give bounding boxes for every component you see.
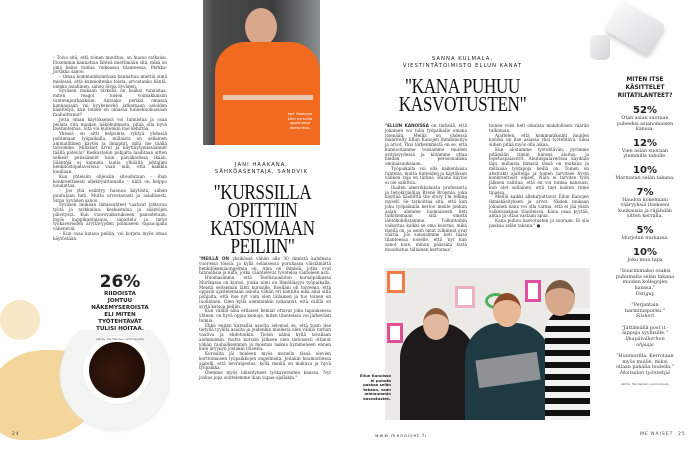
sidebar-title: MITEN ITSE KÄSITTELET RIITATILANTEET? bbox=[617, 77, 673, 99]
headline-jani: "KURSSILLA OPITTIIN KATSOMAAN PEILIIN" bbox=[210, 180, 315, 258]
stat-value: 12% bbox=[633, 137, 657, 149]
paragraph: Kun aloitamme työtehtävän, pyrimme pitämään tiimin kanssa aloitus- ja lopetuspalaverit. Aloituspalaverissa käydään läpi, millaisia ihmisiä tässä on mukana ja millaisia työtapoja heillä on. Toinen on abstrakti ajattelija ja toinen tarvitsee hyvin konkreettiset ohjeet. Näin ei tarvitse työn jälkeen valittaa, että en voi toimia kanssasi, kun olet sellainen, että tuet kaiken viime tipassa. bbox=[489, 146, 589, 195]
person-center-head bbox=[493, 293, 521, 327]
left-column-text bbox=[53, 56, 167, 241]
stat-value: 52% bbox=[633, 105, 657, 116]
frame bbox=[387, 271, 405, 293]
sidebar-source: Lähde: Me Naisten verkkokysely bbox=[620, 381, 670, 386]
stat-line: JOHTUU bbox=[107, 298, 133, 304]
byline-role: SÄHKÖASENTAJA, SANDVIK bbox=[214, 169, 309, 175]
byline-sanna bbox=[380, 56, 545, 70]
head bbox=[245, 8, 277, 46]
ellun-kanat-photo bbox=[385, 268, 590, 420]
quote-author: Moitsalan työntekijä bbox=[620, 371, 670, 377]
byline-role: VIESTINTÄTOIMISTO ELLUN KANAT bbox=[402, 63, 523, 69]
plastic-cup-image bbox=[590, 0, 696, 75]
stat-value: 10% bbox=[633, 246, 657, 258]
stat-source: Lähde: Me Naisten verkkokysely bbox=[95, 337, 145, 341]
quote-text: "Perjantain harmituspurku." bbox=[625, 303, 665, 314]
paragraph: Ihailen amerikkalaista professoria ja tietokirjailijaa Brené Brownia, joka käyttää käsitettä the story I'm telling myself. Se tarkoittaa sitä, että kun joku työpaikalla kertoo meille jonkun asian, alamme luonnaisesti heti tulkitsemaan sitä omista lähtökohdistamme. Tulkintoihin vaikuttaa kaikki se oma kuorma, mikä itsellä on, ja usein omat tulkinnat ovat vääriä. Jos sanoisimme heti tässä tilanteessa toiselle, että 'nyt kun sanot noin, minun päässäni tästä muodostuu tällainen kertomus', bbox=[385, 184, 467, 252]
stat-26-percent bbox=[80, 273, 160, 341]
survey-stat bbox=[600, 138, 690, 160]
jani-photo bbox=[203, 0, 320, 145]
paragraph: Syväsen mukaan tärkeää on lisäksi tunnistaa, miten reagoi toisen voimakkaisiin tunteenpurkauksiin. Antaako periksi omassa kannassaan vai kyykenevkö jatkamaan asioiden käsittelyä, kun toinen on omassa tunnekuohussaan raahoittunut? bbox=[53, 88, 167, 117]
lead-word: "ELLUN KANOISSA bbox=[385, 123, 429, 128]
paragraph: – Jos yhä esiintyy huonoa käytöstä, siihen puututaan heti. Mutta arvostavasti ja asiallisesti, Sirpa Syvänen sanoo. bbox=[53, 188, 167, 203]
quote-author: Siiskeri bbox=[635, 314, 655, 320]
headline-sanna: "KANA PUHUU KASVOTUSTEN" bbox=[398, 74, 527, 116]
paragraph bbox=[199, 257, 331, 276]
paragraph: Olemme myös liikentyneet työkavereiden kanssa. Nyt joskus jopa soittelemme ihan vapaa-ajallakin." bbox=[199, 370, 331, 380]
stat-text: Joku muu tapa bbox=[627, 257, 663, 263]
paragraph: – Omaa kommunikointiaan kannattaa miettiä siinä mielessä, että kunnioitenko toista, arvostanko häntä, olenko asiallinen, sanoo Sirpa Syvänen. bbox=[53, 74, 167, 89]
survey-quote bbox=[600, 354, 690, 376]
person-right bbox=[545, 308, 590, 420]
stat-text: Vien asian suoraan ylemmille taholle. bbox=[621, 148, 669, 160]
survey-quote bbox=[600, 269, 690, 297]
page-number-left: 24 bbox=[12, 432, 20, 437]
paragraph-text: yksikössä vähän alle 30 ihmistä kahdessa vuorossa töissä, ja kyllä sellaisessa porukassa väistämättä henkilökemiaongelmia on. Aina on ihmisiä, jotka ovat tunnollisia ja niitä, jotka vääntelevät työnteloa vänteleen asti. bbox=[199, 256, 331, 276]
quote-text: "Huumorilla. Kerrotaan myös muille, miksi ollaan pahalla tuulella." bbox=[616, 354, 674, 371]
survey-quote bbox=[600, 303, 690, 320]
survey-stat bbox=[600, 165, 690, 182]
survey-sidebar bbox=[600, 76, 690, 386]
cup-2 bbox=[590, 35, 610, 60]
frame bbox=[525, 280, 541, 302]
coffee-cup-image bbox=[0, 330, 170, 450]
stat-line: NÄKEMYSEROISTA bbox=[91, 305, 149, 311]
stat-value: 26% bbox=[99, 272, 141, 292]
sanna-body-col1 bbox=[385, 124, 467, 252]
person-left-head bbox=[423, 308, 449, 340]
paragraph: Kurssilta jäi mieleen myös monella tässä olevien korttomaisen työpaikkojen ongelmista. Joitakin huumorilessa ajatelli, että hevranjestus, kyllä meillä on mukava ja hyvä työpaikka. bbox=[199, 351, 331, 371]
stat-line: TULISI HOITAA. bbox=[96, 326, 144, 332]
cup-1 bbox=[605, 0, 666, 55]
paragraph: Jotta oman käytöksensä voi tunnistaa ja osaa peilata sitä muiden näkökulmasta, pitää olla hyvä itsetuntemus. Sitä voi kuitenkin itse kehittää. bbox=[53, 116, 167, 132]
survey-stat bbox=[600, 225, 690, 242]
stat-text: Otan asian suoraan puheeksi asianomaisen kanssa. bbox=[616, 116, 674, 133]
stat-line: RIIDOISTA bbox=[104, 291, 136, 297]
paragraph: Syväsen mukaan ihmissuhteet vaativat jatkuvaa työtä ja tarkkailua, keskustelua ja sääntöjen päivitystä. Kun vuorovaikutukseen panostetaan, myös kuppikuntaisuus, sapattelu ja tarve työkavereiden äryttävyyden poimiseen vapaa-ajalla vähenevät. bbox=[53, 202, 167, 231]
coffee bbox=[89, 342, 145, 398]
page-number-right: 25 bbox=[678, 432, 686, 437]
stat-text: Haudon kokemiani vääryyksiä itsekseni kuukausia ja räjähdän sitten kerralla. bbox=[618, 197, 672, 220]
stat-text: Murjotan nurkassa. bbox=[621, 235, 669, 241]
person-right-head bbox=[545, 280, 575, 316]
stat-text: Marmatan selän takana. bbox=[615, 175, 675, 181]
paragraph: Kana puhuu kasvotusten ja suoraan. Ei siis paskaa selän takana." ● bbox=[489, 218, 589, 228]
paragraph: Meillä kaikki allekirjoittavat Ellun Kanojen ihmiskäsityksen ja arvot. Niiden mukaan jokainen kana voi olla varma, että ei jää yksin vaikeissakaan tilanteissa. Kana osaa pyytää, antaa ja ottaa vastaan apua. bbox=[489, 194, 589, 219]
stat-line: TYÖTEHTÄVÄT bbox=[98, 319, 142, 325]
paragraph: Työpaikalla voi olla kaikenlaisia tunteita, mutta tunteiden ja käytöksen välinen raja on tärkeä. Huono käytös ei ole sallittua. bbox=[385, 165, 467, 185]
paragraph: Ajattelen, että kommunikointi muiden kanssa on itse asiassa yksi työtehtävä. Siksi siihen pitää myös olla aikaa. bbox=[489, 132, 589, 147]
frame bbox=[387, 323, 403, 343]
paragraph: toinen voisi heti oikaista mahdollisen väärän tulkinnan. bbox=[489, 123, 589, 133]
coffee-splash-top bbox=[0, 300, 40, 340]
stat-value: 7% bbox=[636, 186, 654, 198]
website: www.menaiset.fi bbox=[375, 434, 428, 439]
paragraph: Ehkä eniten kurssilla asioita selvensi se, että tosin itse tietyllä tyylillä asioita ja joidenkin mielestä olen välillä turhan vaativa ja ehdotonkin. Tiesin nämä kyllä tavallaan aiemminkin, mutta kurssin jälkeen olen tietoisesti ottanut vähän rauhallisemmin ja moistan laskea kymmeneen ennen kuin äryynyn jostakin toisesta. bbox=[199, 322, 331, 352]
reflective-stripe bbox=[223, 95, 313, 100]
jani-body bbox=[199, 257, 331, 381]
photo-caption-jani: Jani Haakana kävi kurssilla oppimassa itsetuntoa. bbox=[287, 111, 313, 130]
byline-name: JANI HAAKANA, bbox=[235, 162, 288, 168]
quote-author: Ilkapäiväkerhon ohjaaja bbox=[625, 337, 665, 348]
paragraph: Kun yhteisiin ohjeisiin sitoudutaan – ihan konkreettisesti allekirjoittamalla – niitä on helppo noudattaa. bbox=[53, 173, 167, 189]
paragraph: Huomasimme, että Teollisuusliiton kurssipaikassa Murikassa on kurssi, jonka nimi on Ilmiöläisyys työpaikalla. Meistä seitsemän lähti kurssille. Itselläni oli toiveena, että oppisin ajattelemaan asioita vähän eri kantilta eikä aina siltä pohjalta, että itse nyt vain olen tällainen ja tuo toinen on tuollainen. Olen kyllä aiemminkin hokannut, että välillä on syytä katsoa peiliin. bbox=[199, 275, 331, 309]
quote-text: "Jättämällä post it -lappuja syyllisille." bbox=[621, 325, 669, 337]
stat-line: ELI MITEN bbox=[104, 312, 136, 318]
byline-jani bbox=[203, 162, 320, 176]
lead-word: "MEILLÄ ON bbox=[199, 256, 229, 261]
stat-value: 10% bbox=[633, 164, 657, 176]
paragraph: Yhessä on sitti helpointa ryhtyä yhdessä pohtimaan työpaikalla, millaista on sellainen ammatillinen käytös ja ilmapiiri, mitä me täällä toivomme. Millaiset arvot ja käyttäytymissäännöt täällä pätevät? Keskustelun pohjalta laaditaan sitten selkeät pelisäännöt kuin päiväkodissa ikään. Sääntöjä ei kannata laatia ylhäältä johtajien henkilöstöpalaverissa vaan niin, että kaikkia kuullaan. bbox=[53, 131, 167, 174]
survey-stat bbox=[600, 187, 690, 220]
survey-quote bbox=[600, 326, 690, 348]
paragraph: – Kun osaa katsoa peiliin, voi korjata myös omaa käytöstään. bbox=[53, 230, 167, 241]
sanna-body-col2 bbox=[489, 124, 589, 229]
paragraph: Kun välillä aina erilaiset kemiat ottavat joka tapauksessa yhteen, on hyvä oppia keinoja, miten tilanteissa voi järkevästi toimia. bbox=[199, 308, 331, 323]
frame bbox=[455, 286, 475, 308]
survey-stat bbox=[600, 105, 690, 133]
byline-name: SANNA KULMALA, bbox=[431, 56, 494, 62]
paragraph-text: on tärkeää, että jokainen voi tulla työpaikalle omana itsenään. Meillä on yhdessä määritelty Ellun Kanojen ihmiskäsitys ja arvot. Yksi tärkeimmistä on se, että kunnioitamme toisiamme muiden erityisyydessä ja kiitämme ottaa heidän persoonallisia ominaisuuksiaan. bbox=[385, 123, 467, 166]
paragraph: – Toivo sitä, että toinen muuttuu, on huono ratkaisu. Ensemmin kannattaa lähteä miettimään sitä, mikä on oma keino toimia vaikeassa tilanteessa, Perkka-Jortikka sanoo. bbox=[53, 55, 167, 75]
stat-value: 5% bbox=[636, 224, 654, 236]
survey-stat bbox=[600, 247, 690, 264]
photo-caption-ellun: Ellun Kanoissa ei puhuta paskaa selän takana, vaan mieluummin kasvotusten. bbox=[359, 373, 391, 401]
quote-text: "Suurimmaksi osaksi puhumalla selän takana muiden kollegojen kanssa." bbox=[616, 269, 675, 291]
quote-author: Ostiguy bbox=[635, 291, 655, 297]
magazine-name: ME NAISET bbox=[640, 432, 674, 437]
paragraph bbox=[385, 124, 467, 167]
